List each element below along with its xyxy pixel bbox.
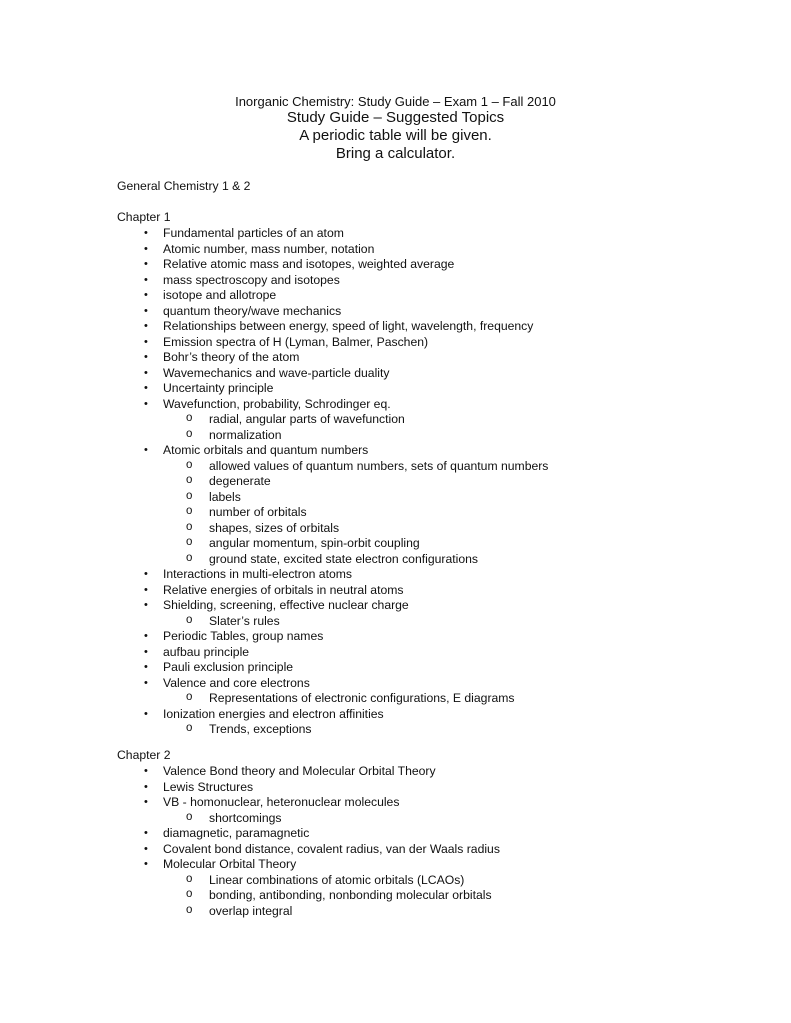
topic-item: Atomic number, mass number, notation: [163, 241, 375, 256]
bullet-marker: •: [144, 304, 148, 317]
subtopic-item: shapes, sizes of orbitals: [209, 520, 340, 535]
subtopic-item: angular momentum, spin-orbit coupling: [209, 536, 420, 550]
topic-item: aufbau principle: [163, 644, 250, 659]
bullet-marker: •: [144, 661, 148, 673]
bullet-marker: •: [144, 676, 148, 689]
bullet-marker: •: [144, 258, 148, 270]
bullet-marker: •: [144, 397, 148, 410]
subtopic-item: degenerate: [209, 474, 271, 488]
topic-item: Periodic Tables, group names: [163, 629, 324, 643]
bullet-marker: •: [144, 796, 148, 808]
bullet-marker: •: [144, 765, 148, 777]
subtopic-item: Representations of electronic configurations, E diagrams: [209, 691, 515, 705]
subtopic-item: allowed values of quantum numbers, sets of quantum numbers: [209, 458, 549, 473]
subtopic-item: labels: [209, 489, 241, 504]
topic-item: Fundamental particles of an atom: [163, 226, 344, 240]
bullet-marker: •: [144, 335, 148, 348]
bullet-marker: •: [144, 242, 148, 255]
bullet-marker: •: [144, 568, 148, 580]
subtopic-item: number of orbitals: [209, 505, 307, 519]
topic-item: Pauli exclusion principle: [163, 660, 294, 674]
chapter-1-heading: Chapter 1: [117, 210, 171, 224]
topic-item: Emission spectra of H (Lyman, Balmer, Paschen): [163, 334, 429, 349]
bullet-marker: •: [144, 583, 148, 596]
topic-item: Wavefunction, probability, Schrodinger eq.: [163, 396, 391, 411]
subtopic-item: bonding, antibonding, nonbonding molecular orbitals: [209, 888, 492, 902]
bullet-marker: •: [144, 289, 148, 301]
topic-item: Relationships between energy, speed of light, wavelength, frequency: [163, 319, 534, 333]
topic-item: isotope and allotrope: [163, 288, 277, 302]
topic-item: Interactions in multi-electron atoms: [163, 567, 352, 581]
subtopic-item: normalization: [209, 427, 282, 442]
bullet-marker: •: [144, 630, 148, 642]
sub-bullet-marker: o: [186, 520, 193, 533]
bullet-marker: •: [144, 707, 148, 720]
topic-item: Shielding, screening, effective nuclear charge: [163, 598, 409, 612]
bullet-marker: •: [144, 351, 148, 363]
bullet-marker: •: [144, 444, 148, 456]
topic-item: Atomic orbitals and quantum numbers: [163, 443, 369, 457]
document-title: Inorganic Chemistry: Study Guide – Exam 1 – Fall 2010: [235, 94, 556, 109]
topic-item: Valence Bond theory and Molecular Orbital Theory: [163, 764, 436, 778]
subtopic-item: ground state, excited state electron configurations: [209, 551, 478, 566]
topic-item: Ionization energies and electron affinities: [163, 706, 384, 721]
subtopic-item: radial, angular parts of wavefunction: [209, 412, 405, 426]
bullet-marker: •: [144, 273, 148, 286]
calculator-note: Bring a calculator.: [335, 145, 456, 162]
topic-item: quantum theory/wave mechanics: [163, 303, 342, 318]
bullet-marker: •: [144, 227, 148, 239]
sub-bullet-marker: o: [186, 427, 193, 440]
bullet-marker: •: [144, 599, 148, 611]
sub-bullet-marker: o: [186, 489, 193, 502]
topic-item: Lewis Structures: [163, 779, 254, 794]
sub-bullet-marker: o: [186, 888, 193, 900]
subtopic-item: Trends, exceptions: [209, 722, 312, 736]
subtopic-item: shortcomings: [209, 810, 282, 825]
chapter-2-heading: Chapter 2: [117, 748, 171, 762]
topic-item: Covalent bond distance, covalent radius, van der Waals radius: [163, 841, 500, 856]
topic-item: Valence and core electrons: [163, 675, 310, 690]
topic-item: Wavemechanics and wave-particle duality: [163, 365, 390, 380]
sub-bullet-marker: o: [186, 810, 193, 823]
bullet-marker: •: [144, 780, 148, 793]
subtopic-item: overlap integral: [209, 903, 293, 918]
sub-bullet-marker: o: [186, 551, 193, 564]
periodic-table-note: A periodic table will be given.: [299, 127, 492, 144]
document-subtitle: Study Guide – Suggested Topics: [286, 109, 505, 126]
subtopic-item: Linear combinations of atomic orbitals (LCAOs): [209, 872, 465, 887]
bullet-marker: •: [144, 366, 148, 379]
sub-bullet-marker: o: [186, 458, 193, 471]
sub-bullet-marker: o: [186, 536, 193, 548]
sub-bullet-marker: o: [186, 722, 193, 734]
topic-item: Molecular Orbital Theory: [163, 857, 297, 871]
sub-bullet-marker: o: [186, 872, 193, 885]
topic-item: Bohr’s theory of the atom: [163, 350, 300, 364]
topic-item: Uncertainty principle: [163, 381, 274, 395]
bullet-marker: •: [144, 858, 148, 870]
topic-item: VB - homonuclear, heteronuclear molecules: [163, 795, 400, 809]
topic-item: diamagnetic, paramagnetic: [163, 826, 310, 840]
topic-item: Relative energies of orbitals in neutral atoms: [163, 582, 404, 597]
sub-bullet-marker: o: [186, 412, 193, 424]
bullet-marker: •: [144, 382, 148, 394]
bullet-marker: •: [144, 842, 148, 855]
sub-bullet-marker: o: [186, 691, 193, 703]
sub-bullet-marker: o: [186, 613, 193, 626]
bullet-marker: •: [144, 320, 148, 332]
intro-heading: General Chemistry 1 & 2: [117, 179, 251, 193]
subtopic-item: Slater’s rules: [209, 613, 280, 628]
sub-bullet-marker: o: [186, 474, 193, 486]
sub-bullet-marker: o: [186, 505, 193, 517]
bullet-marker: •: [144, 645, 148, 658]
topic-item: Relative atomic mass and isotopes, weighted average: [163, 257, 455, 271]
sub-bullet-marker: o: [186, 903, 193, 916]
topic-item: mass spectroscopy and isotopes: [163, 272, 340, 287]
bullet-marker: •: [144, 827, 148, 839]
